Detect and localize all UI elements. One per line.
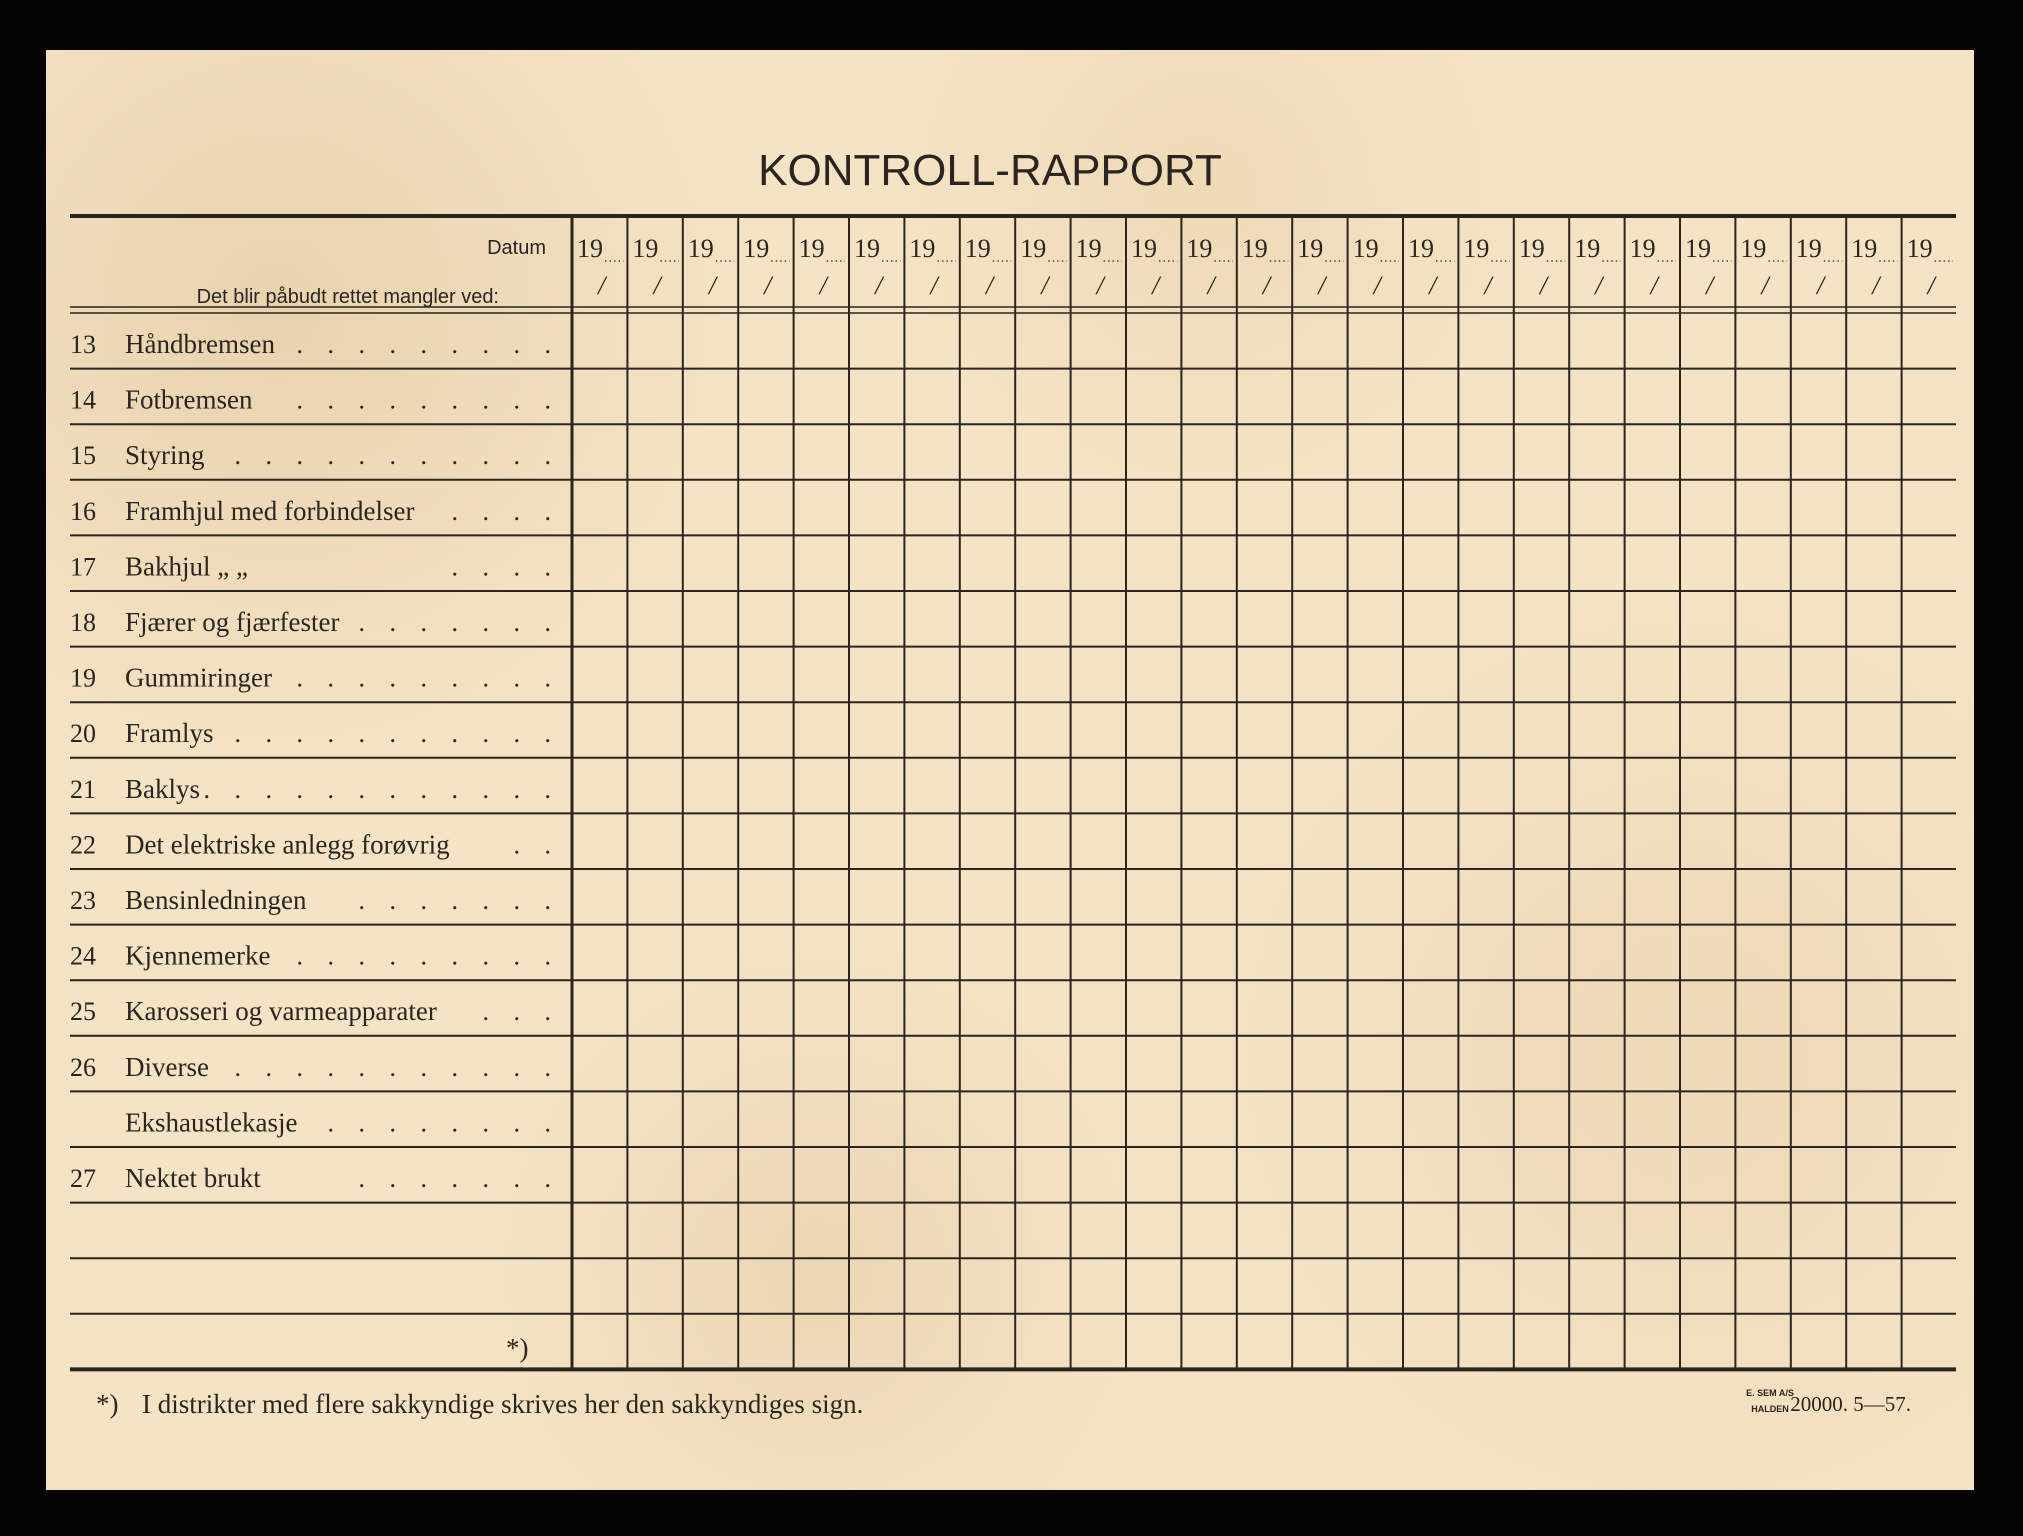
checklist-rows: [70, 329, 560, 1363]
date-cell: [1297, 234, 1343, 300]
row-leader-dots: . . . . . . . . .: [296, 330, 560, 359]
date-cell: [1630, 234, 1676, 300]
date-slash: /: [1429, 271, 1437, 300]
checklist-row: [70, 1052, 560, 1082]
row-number: 26: [70, 1052, 96, 1082]
row-label: Framhjul med forbindelser: [125, 495, 415, 526]
row-leader-dots: . . . . . . . .: [327, 1108, 560, 1138]
footnote-text: I distrikter med flere sakkyndige skrives her den sakkyndiges sign.: [142, 1389, 864, 1419]
date-slash: /: [819, 271, 827, 300]
date-cell: [854, 234, 900, 300]
year-prefix: 19: [743, 234, 770, 263]
date-slash: /: [1927, 271, 1935, 300]
checklist-row: [506, 1333, 529, 1363]
date-slash: /: [985, 271, 994, 300]
row-label: Baklys: [125, 773, 201, 804]
row-label: Framlys: [125, 718, 214, 749]
date-cell: [909, 234, 955, 300]
row-number: 22: [70, 830, 96, 860]
date-cell: [688, 234, 734, 300]
date-cell: [1519, 234, 1565, 300]
year-prefix: 19: [1297, 234, 1324, 263]
defects-header: Det blir påbudt rettet mangler ved:: [196, 286, 499, 308]
checklist-row: [70, 663, 560, 693]
row-leader-dots: . . . . . . . . . . . .: [203, 774, 560, 804]
date-cell: [1685, 234, 1731, 300]
row-number: 25: [70, 997, 96, 1027]
checklist-row: [125, 1107, 560, 1137]
date-slash: /: [1595, 271, 1603, 300]
date-slash: /: [1207, 271, 1215, 300]
year-prefix: 19: [1851, 234, 1878, 263]
year-prefix: 19: [687, 234, 714, 263]
checklist-row: [70, 829, 560, 859]
year-prefix: 19: [1241, 234, 1268, 263]
date-cell: [1463, 234, 1509, 300]
date-cell: [1353, 234, 1399, 300]
row-leader-dots: . . . . . . . . . . .: [234, 441, 560, 471]
date-cell: [1796, 234, 1842, 300]
row-number: 15: [70, 441, 96, 471]
date-cell: [1131, 234, 1177, 300]
checklist-row: [70, 996, 560, 1026]
checklist-row: [70, 329, 560, 359]
checklist-row: [70, 1163, 560, 1193]
row-label: Karosseri og varmeapparater: [125, 996, 437, 1027]
checklist-row: [70, 385, 560, 415]
row-label: Fotbremsen: [125, 384, 253, 415]
row-number: 27: [70, 1164, 96, 1193]
checklist-row: [70, 774, 560, 804]
row-number: 23: [70, 886, 96, 915]
row-number: 20: [70, 719, 96, 749]
row-label: Fjærer og fjærfester: [125, 607, 340, 637]
row-label: Kjennemerke: [125, 940, 271, 971]
row-leader-dots: . . . .: [451, 496, 560, 526]
date-cell: [1851, 234, 1897, 300]
date-slash: /: [1318, 271, 1326, 300]
row-leader-dots: . . . . . . .: [358, 886, 560, 915]
year-prefix: 19: [1518, 234, 1545, 263]
year-prefix: 19: [798, 234, 825, 263]
year-prefix: 19: [964, 234, 991, 263]
checklist-row: [70, 941, 560, 971]
date-cell: [965, 234, 1011, 300]
row-number: 16: [70, 496, 96, 526]
printer-city: HALDEN: [1751, 1404, 1789, 1414]
date-cell: [1242, 234, 1288, 300]
date-slash: /: [1096, 271, 1104, 300]
date-slash: /: [1539, 271, 1548, 300]
report-card: [46, 50, 1974, 1490]
date-slash: /: [875, 271, 883, 300]
year-prefix: 19: [1629, 234, 1656, 263]
checklist-row: [70, 496, 560, 526]
row-label: Håndbremsen: [125, 329, 275, 359]
date-cell: [1076, 234, 1122, 300]
year-prefix: 19: [1740, 234, 1767, 263]
row-leader-dots: . . . . . . . . .: [296, 385, 560, 415]
row-number: 21: [70, 774, 96, 804]
row-label: Ekshaustlekasje: [125, 1107, 298, 1138]
date-slash: /: [1706, 271, 1714, 300]
inspection-form: [46, 50, 1974, 1490]
year-prefix: 19: [1075, 234, 1102, 263]
year-prefix: 19: [909, 234, 936, 263]
row-leader-dots: . . . . . . . . .: [296, 663, 560, 693]
date-cell: [1574, 234, 1620, 300]
row-leader-dots: . .: [513, 830, 560, 860]
row-number: 19: [70, 663, 96, 693]
checklist-row: [70, 440, 560, 470]
row-leader-dots: . . . . . . .: [358, 608, 560, 637]
year-prefix: 19: [1131, 234, 1157, 263]
row-number: 14: [70, 385, 96, 415]
row-number: 17: [70, 552, 96, 582]
row-leader-dots: . . . . . . . . . . .: [234, 1052, 560, 1082]
date-slash: /: [1650, 271, 1658, 300]
date-cell: [632, 234, 678, 300]
date-header-row: [577, 234, 1953, 300]
date-cell: [1907, 234, 1953, 300]
year-prefix: 19: [1408, 234, 1434, 263]
row-label: Styring: [125, 440, 205, 471]
row-label: Bakhjul „ „: [125, 551, 248, 582]
print-code: 20000. 5—57.: [1790, 1392, 1911, 1416]
row-leader-dots: . . .: [482, 997, 560, 1027]
year-prefix: 19: [1020, 234, 1047, 263]
date-cell: [1020, 234, 1066, 300]
year-prefix: 19: [854, 234, 880, 263]
date-slash: /: [1816, 271, 1825, 300]
date-slash: /: [708, 271, 717, 300]
year-prefix: 19: [632, 234, 659, 263]
year-prefix: 19: [1906, 234, 1933, 263]
checklist-row: [70, 718, 560, 748]
row-label: Diverse: [125, 1051, 209, 1082]
year-prefix: 19: [1685, 234, 1711, 263]
row-label: Nektet brukt: [125, 1163, 261, 1193]
date-slash: /: [598, 271, 606, 300]
year-prefix: 19: [1574, 234, 1601, 263]
date-slash: /: [764, 271, 772, 300]
year-prefix: 19: [1795, 234, 1822, 263]
date-label: Datum: [487, 237, 546, 259]
row-label: Gummiringer: [125, 662, 272, 693]
row-number: 24: [70, 941, 96, 971]
date-slash: /: [1484, 271, 1492, 300]
date-cell: [743, 234, 789, 300]
row-label: Det elektriske anlegg forøvrig: [125, 829, 450, 860]
date-cell: [1186, 234, 1232, 300]
row-leader-dots: . . . .: [451, 552, 560, 582]
year-prefix: 19: [1463, 234, 1490, 263]
date-slash: /: [930, 271, 938, 300]
date-slash: /: [1041, 271, 1049, 300]
date-slash: /: [1373, 271, 1381, 300]
date-cell: [577, 234, 623, 300]
row-leader-dots: . . . . . . . . .: [296, 941, 560, 971]
year-prefix: 19: [577, 234, 603, 263]
row-number: 13: [70, 330, 96, 359]
date-slash: /: [1761, 271, 1769, 300]
signature-marker: *): [506, 1332, 529, 1363]
date-slash: /: [653, 271, 661, 300]
footnote-mark: *): [96, 1389, 119, 1419]
checklist-row: [70, 607, 560, 637]
year-prefix: 19: [1352, 234, 1379, 263]
date-cell: [1408, 234, 1454, 300]
checklist-row: [70, 885, 560, 915]
date-slash: /: [1152, 271, 1160, 300]
checklist-row: [70, 551, 560, 581]
year-prefix: 19: [1186, 234, 1213, 263]
row-number: 18: [70, 608, 96, 637]
row-leader-dots: . . . . . . . . . . .: [234, 719, 560, 749]
printer-name: E. SEM A/S: [1746, 1388, 1794, 1398]
row-label: Bensinledningen: [125, 885, 307, 915]
date-slash: /: [1872, 271, 1880, 300]
date-slash: /: [1262, 271, 1271, 300]
form-title: KONTROLL-RAPPORT: [758, 146, 1222, 195]
row-leader-dots: . . . . . . .: [358, 1164, 560, 1193]
date-cell: [1740, 234, 1786, 300]
date-cell: [799, 234, 845, 300]
